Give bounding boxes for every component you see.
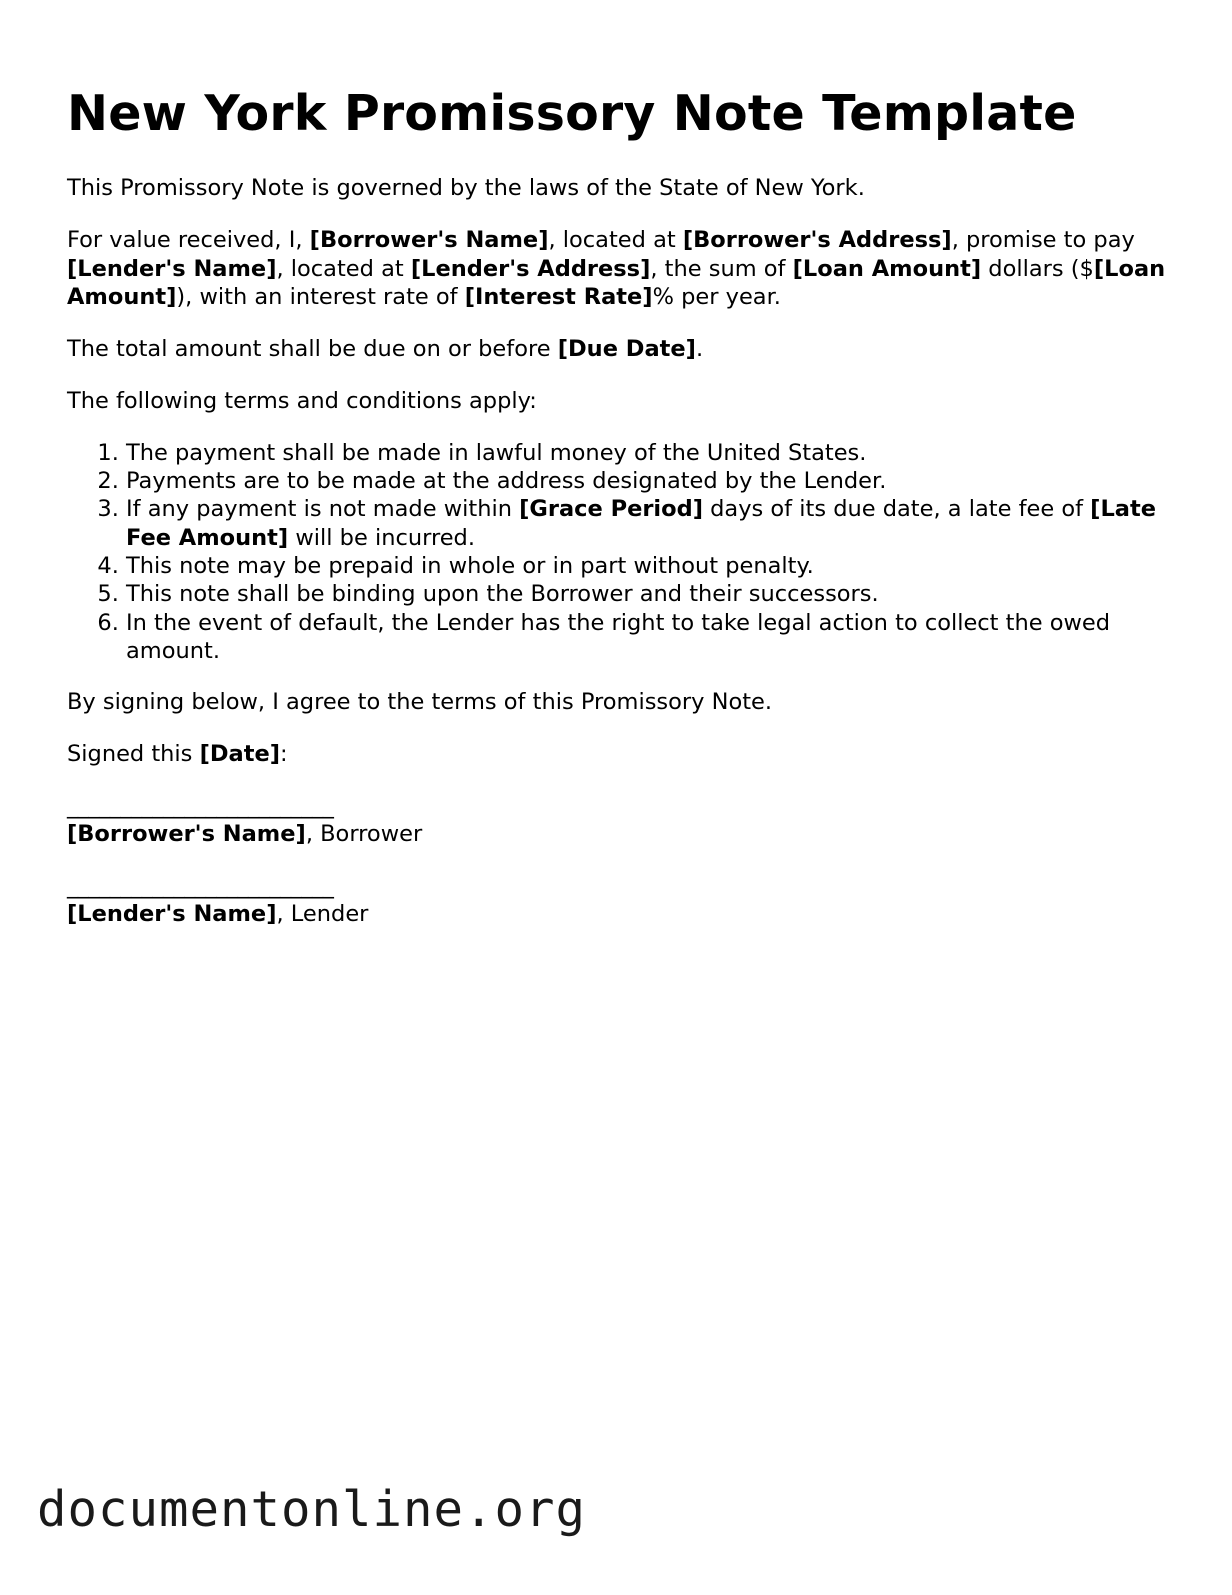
text-segment: The total amount shall be due on or before — [67, 336, 558, 363]
lender-name-placeholder: [Lender's Name] — [67, 900, 277, 927]
borrower-role: , Borrower — [305, 820, 423, 847]
terms-list-item-1: 1. The payment shall be made in lawful money of the United States. — [126, 439, 1167, 467]
text-segment: ), with an interest rate of — [176, 284, 465, 311]
text-segment: For value received, I, — [67, 226, 310, 253]
borrower-signature-line: _________________________ — [67, 792, 334, 819]
text-segment: , the sum of — [650, 255, 793, 282]
text-segment: , located at — [548, 226, 683, 253]
lender-address-placeholder: [Lender's Address] — [410, 255, 651, 282]
text-segment: , located at — [276, 255, 411, 282]
text-segment: , promise to pay — [951, 226, 1135, 253]
terms-list-item-5: 5. This note shall be binding upon the Borrower and their successors. — [126, 580, 1167, 608]
late-fee-placeholder: [Late Fee Amount] — [126, 496, 1156, 551]
terms-list-item-3 — [126, 495, 1167, 552]
document-page — [67, 82, 1167, 928]
text-segment: : — [280, 740, 288, 767]
borrower-name-placeholder: [Borrower's Name] — [309, 226, 549, 253]
terms-list-item-4: 4. This note may be prepaid in whole or in part without penalty. — [126, 552, 1167, 580]
lender-name-placeholder: [Lender's Name] — [67, 255, 277, 282]
governing-law-paragraph: This Promissory Note is governed by the laws of the State of New York. — [67, 175, 865, 201]
borrower-signature-label — [67, 820, 1167, 848]
lender-role: , Lender — [276, 900, 369, 927]
agreement-paragraph: By signing below, I agree to the terms of this Promissory Note. — [67, 689, 773, 716]
grace-period-placeholder: [Grace Period] — [519, 496, 703, 523]
due-date-paragraph — [67, 335, 1167, 364]
terms-intro: The following terms and conditions apply: — [67, 387, 537, 414]
lender-signature-label — [67, 900, 1167, 928]
text-segment: dollars ($ — [981, 255, 1094, 282]
terms-list-item-2: 2. Payments are to be made at the address designated by the Lender. — [126, 467, 1167, 495]
date-placeholder: [Date] — [199, 740, 281, 767]
borrower-name-placeholder: [Borrower's Name] — [67, 820, 306, 847]
text-segment: days of its due date, a late fee of — [703, 496, 1091, 523]
text-segment: will be incurred. — [288, 524, 475, 551]
watermark: documentonline.org — [37, 1481, 587, 1538]
signed-date-paragraph — [67, 740, 1167, 769]
text-segment: Signed this — [67, 740, 200, 767]
page-title: New York Promissory Note Template — [67, 85, 1077, 142]
signature-block — [67, 792, 1167, 928]
text-segment: . — [695, 336, 704, 363]
loan-amount-placeholder-2: [Loan Amount] — [67, 255, 1166, 311]
text-segment: % per year. — [652, 284, 781, 311]
interest-rate-placeholder: [Interest Rate] — [464, 284, 653, 311]
loan-amount-placeholder: [Loan Amount] — [792, 255, 982, 282]
value-received-paragraph — [67, 226, 1167, 312]
terms-list — [67, 439, 1167, 665]
borrower-address-placeholder: [Borrower's Address] — [682, 226, 952, 253]
lender-signature-line: _________________________ — [67, 872, 334, 899]
text-segment: If any payment is not made within — [126, 496, 520, 523]
terms-list-item-6: 6. In the event of default, the Lender has the right to take legal action to collect the owed amount. — [126, 609, 1167, 666]
due-date-placeholder: [Due Date] — [557, 336, 696, 363]
